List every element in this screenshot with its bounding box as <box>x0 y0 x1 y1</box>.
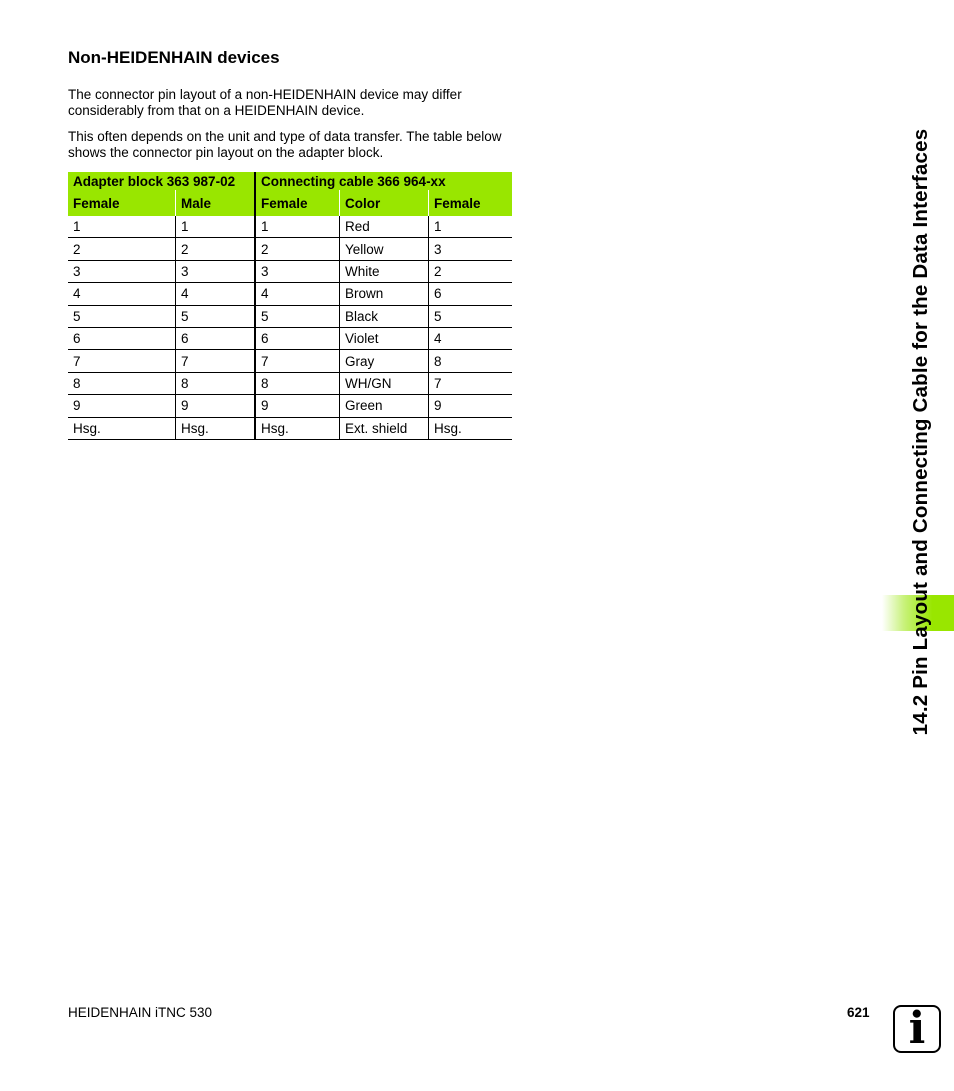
table-cell: 7 <box>68 350 176 372</box>
table-cell: Green <box>340 395 429 417</box>
intro-paragraph: The connector pin layout of a non-HEIDENHAIN device may differ considerably from that on a HEIDENHAIN device. <box>68 87 462 118</box>
table-cell: 8 <box>68 372 176 394</box>
table-cell: Red <box>340 216 429 238</box>
table-cell: Black <box>340 305 429 327</box>
table-cell: 1 <box>255 216 340 238</box>
table-cell: 2 <box>68 238 176 260</box>
table-cell: 6 <box>176 327 256 349</box>
table-cell: 1 <box>68 216 176 238</box>
table-row <box>68 238 512 260</box>
table-cell: 4 <box>255 283 340 305</box>
table-cell: 1 <box>176 216 256 238</box>
table-cell: 9 <box>176 395 256 417</box>
table-row <box>68 372 512 394</box>
table-row <box>68 417 512 439</box>
table-cell: 7 <box>255 350 340 372</box>
section-heading: Non-HEIDENHAIN devices <box>68 48 280 67</box>
column-header: Female <box>429 190 513 216</box>
table-cell: 8 <box>255 372 340 394</box>
table-cell: Yellow <box>340 238 429 260</box>
table-cell: 9 <box>429 395 513 417</box>
table-cell: Hsg. <box>255 417 340 439</box>
description-paragraph: This often depends on the unit and type of data transfer. The table below shows the connector pin layout on the adapter block. <box>68 129 502 160</box>
table-cell: 4 <box>68 283 176 305</box>
table-cell: Gray <box>340 350 429 372</box>
table-cell: Ext. shield <box>340 417 429 439</box>
table-row <box>68 327 512 349</box>
table-cell: 4 <box>176 283 256 305</box>
column-header: Female <box>255 190 340 216</box>
table-cell: 3 <box>255 260 340 282</box>
pin-layout-table <box>68 172 512 440</box>
info-icon: i <box>893 1005 941 1053</box>
table-cell: 2 <box>176 238 256 260</box>
group-header-adapter: Adapter block 363 987-02 <box>68 172 255 190</box>
table-cell: 5 <box>68 305 176 327</box>
page-number: 621 <box>847 1005 870 1020</box>
table-cell: Brown <box>340 283 429 305</box>
table-cell: Hsg. <box>176 417 256 439</box>
group-header-cable: Connecting cable 366 964-xx <box>255 172 512 190</box>
table-cell: 5 <box>429 305 513 327</box>
table-cell: Violet <box>340 327 429 349</box>
table-row <box>68 350 512 372</box>
table-row <box>68 395 512 417</box>
table-cell: 8 <box>176 372 256 394</box>
table-cell: 9 <box>68 395 176 417</box>
table-cell: 6 <box>429 283 513 305</box>
table-cell: 3 <box>68 260 176 282</box>
table-cell: Hsg. <box>68 417 176 439</box>
column-header: Male <box>176 190 256 216</box>
column-header: Female <box>68 190 176 216</box>
table-cell: 7 <box>429 372 513 394</box>
table-cell: 8 <box>429 350 513 372</box>
table-cell: 6 <box>255 327 340 349</box>
table-cell: 7 <box>176 350 256 372</box>
table-row <box>68 260 512 282</box>
footer-product: HEIDENHAIN iTNC 530 <box>68 1005 213 1020</box>
table-row <box>68 305 512 327</box>
table-cell: 3 <box>429 238 513 260</box>
table-cell: 2 <box>429 260 513 282</box>
column-header: Color <box>340 190 429 216</box>
table-cell: 3 <box>176 260 256 282</box>
table-cell: 2 <box>255 238 340 260</box>
table-cell: WH/GN <box>340 372 429 394</box>
table-cell: 1 <box>429 216 513 238</box>
table-cell: White <box>340 260 429 282</box>
table-cell: 4 <box>429 327 513 349</box>
table-cell: 5 <box>176 305 256 327</box>
chapter-title-text: 14.2 Pin Layout and Connecting Cable for the Data Interfaces <box>909 128 932 736</box>
chapter-title-vertical <box>896 52 946 812</box>
table-cell: 6 <box>68 327 176 349</box>
table-cell: Hsg. <box>429 417 513 439</box>
table-cell: 5 <box>255 305 340 327</box>
table-cell: 9 <box>255 395 340 417</box>
table-row <box>68 283 512 305</box>
table-row <box>68 216 512 238</box>
